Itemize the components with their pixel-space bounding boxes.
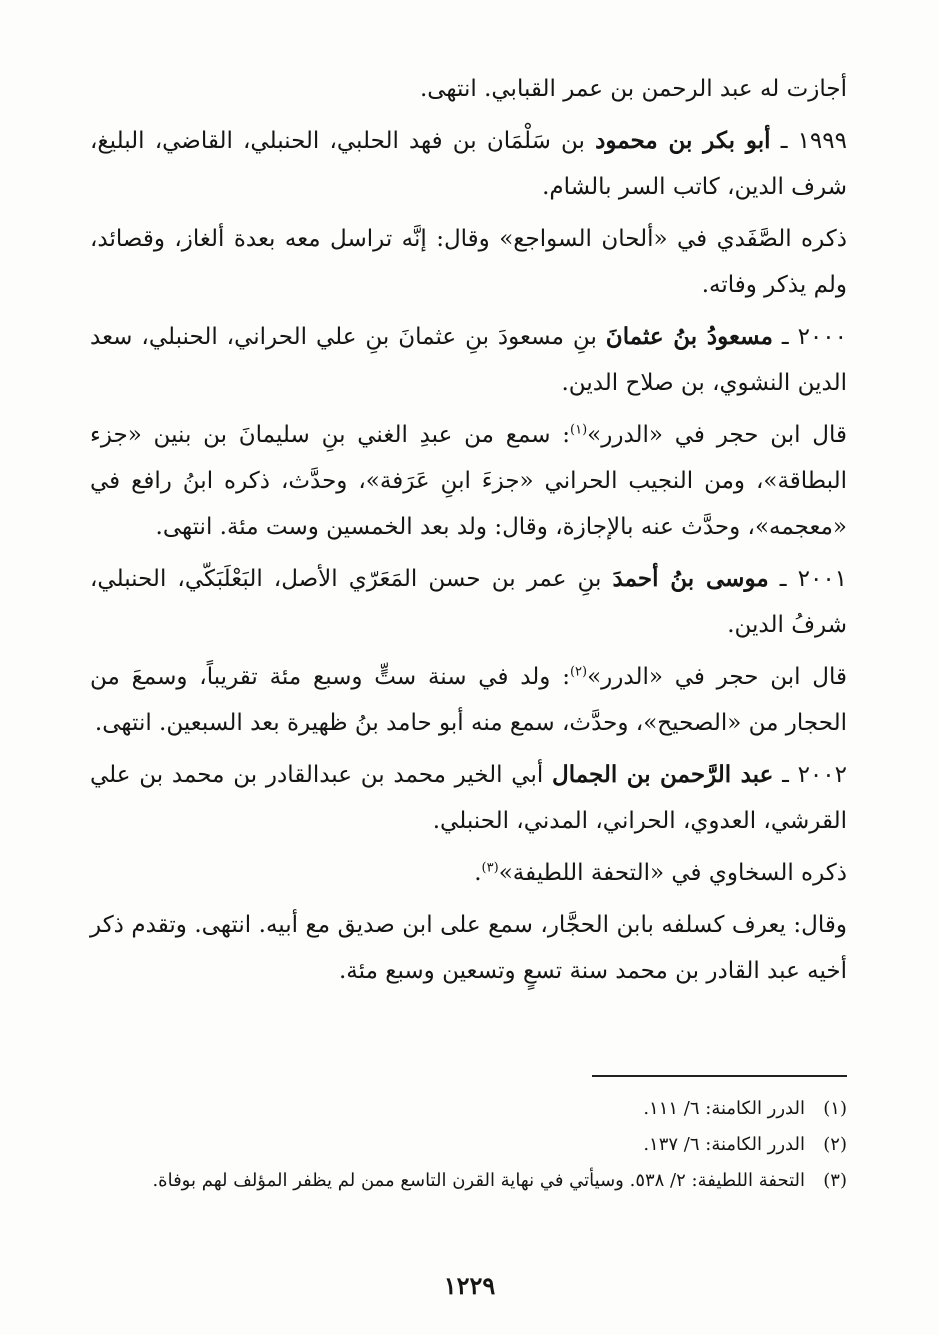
paragraph-2000-note (90, 412, 847, 550)
footnote-divider (592, 1075, 847, 1077)
entry-text: بن سَلْمَان بن فهد الحلبي، الحنبلي، القاضي، البليغ، شرف الدين، كاتب السر بالشام. (90, 128, 847, 200)
entry-number: ٢٠٠٠ ـ (781, 324, 847, 350)
page-number: ١٢٢٩ (443, 1271, 496, 1300)
footnote-mark: (١) (823, 1098, 847, 1119)
paragraph-intro (90, 66, 847, 112)
footnote-text: التحفة اللطيفة: ٢/ ٥٣٨. وسيأتي في نهاية القرن التاسع ممن لم يظفر المؤلف لهم بوفاة. (152, 1170, 805, 1191)
entry-2001 (90, 556, 847, 648)
paragraph-2002-source (90, 850, 847, 896)
footnote-text: الدرر الكامنة: ٦/ ١٣٧. (643, 1134, 805, 1155)
paragraph-2001-note (90, 654, 847, 746)
footnote-mark: (٢) (823, 1134, 847, 1155)
entry-number: ١٩٩٩ ـ (780, 128, 847, 154)
entry-2000 (90, 314, 847, 406)
entry-name: عبد الرَّحمن بن الجمال (552, 761, 774, 788)
paragraph-2002-note (90, 902, 847, 994)
entry-name: أبو بكر بن محمود (595, 127, 771, 154)
footnote-ref-3[interactable]: (٣) (481, 860, 499, 876)
entry-text: بنِ عمر بن حسن المَعَرّي الأصل، البَعْلَبَكّي، الحنبلي، شرفُ الدين. (90, 566, 847, 638)
paragraph-text: قال ابن حجر في «الدرر» (587, 422, 847, 448)
entry-1999 (90, 118, 847, 210)
footnote-mark: (٣) (823, 1170, 847, 1191)
paragraph-text: قال ابن حجر في «الدرر» (587, 664, 847, 690)
entry-name: موسى بنُ أحمدَ (612, 565, 769, 592)
entry-2002 (90, 752, 847, 844)
entry-number: ٢٠٠٢ ـ (782, 762, 847, 788)
paragraph-text: : ولد في سنة ستٍّ وسبع مئة تقريباً، وسمعَ من الحجار من «الصحيح»، وحدَّث، سمع منه أبو حامد بنُ ظهيرة بعد السبعين. انتهى. (90, 664, 847, 736)
paragraph-text: ذكره السخاوي في «التحفة اللطيفة» (498, 860, 847, 886)
footnote-text: الدرر الكامنة: ٦/ ١١١. (643, 1098, 805, 1119)
paragraph-text: : سمع من عبدِ الغني بنِ سليمانَ بن بنين «جزء البطاقة»، ومن النجيب الحراني «جزءَ ابنِ عَرَفة»، وحدَّث، ذكره ابنُ رافع في «معجمه»، وحدَّث عنه بالإجازة، وقال: ولد بعد الخمسين وست مئة. انتهى. (90, 422, 847, 540)
footnote-item (90, 1092, 847, 1125)
paragraph-text: وقال: يعرف كسلفه بابن الحجَّار، سمع على ابن صديق مع أبيه. انتهى. وتقدم ذكر أخيه عبد القادر بن محمد سنة تسعٍ وتسعين وسبع مئة. (90, 912, 847, 984)
footnotes (90, 1092, 847, 1200)
paragraph-intro-text: أجازت له عبد الرحمن بن عمر القبابي. انتهى. (419, 76, 847, 102)
main-text (90, 66, 847, 1000)
footnote-ref-2[interactable]: (٢) (569, 664, 588, 680)
entry-text: بنِ مسعودَ بنِ عثمانَ بنِ علي الحراني، الحنبلي، سعد الدين النشوي، بن صلاح الدين. (90, 324, 847, 396)
paragraph-text: ذكره الصَّفَدي في «ألحان السواجع» وقال: إنَّه تراسل معه بعدة ألغاز، وقصائد، ولم يذكر وفاته. (90, 226, 847, 298)
footnote-item (90, 1164, 847, 1197)
entry-number: ٢٠٠١ ـ (779, 566, 848, 592)
footnote-item (90, 1128, 847, 1161)
paragraph-1999-note (90, 216, 847, 308)
entry-name: مسعودُ بنُ عثمانَ (605, 323, 773, 350)
paragraph-text: . (474, 860, 482, 886)
entry-text: أبي الخير محمد بن عبدالقادر بن محمد بن علي القرشي، العدوي، الحراني، المدني، الحنبلي. (90, 762, 847, 834)
footnote-ref-1[interactable]: (١) (570, 422, 588, 438)
